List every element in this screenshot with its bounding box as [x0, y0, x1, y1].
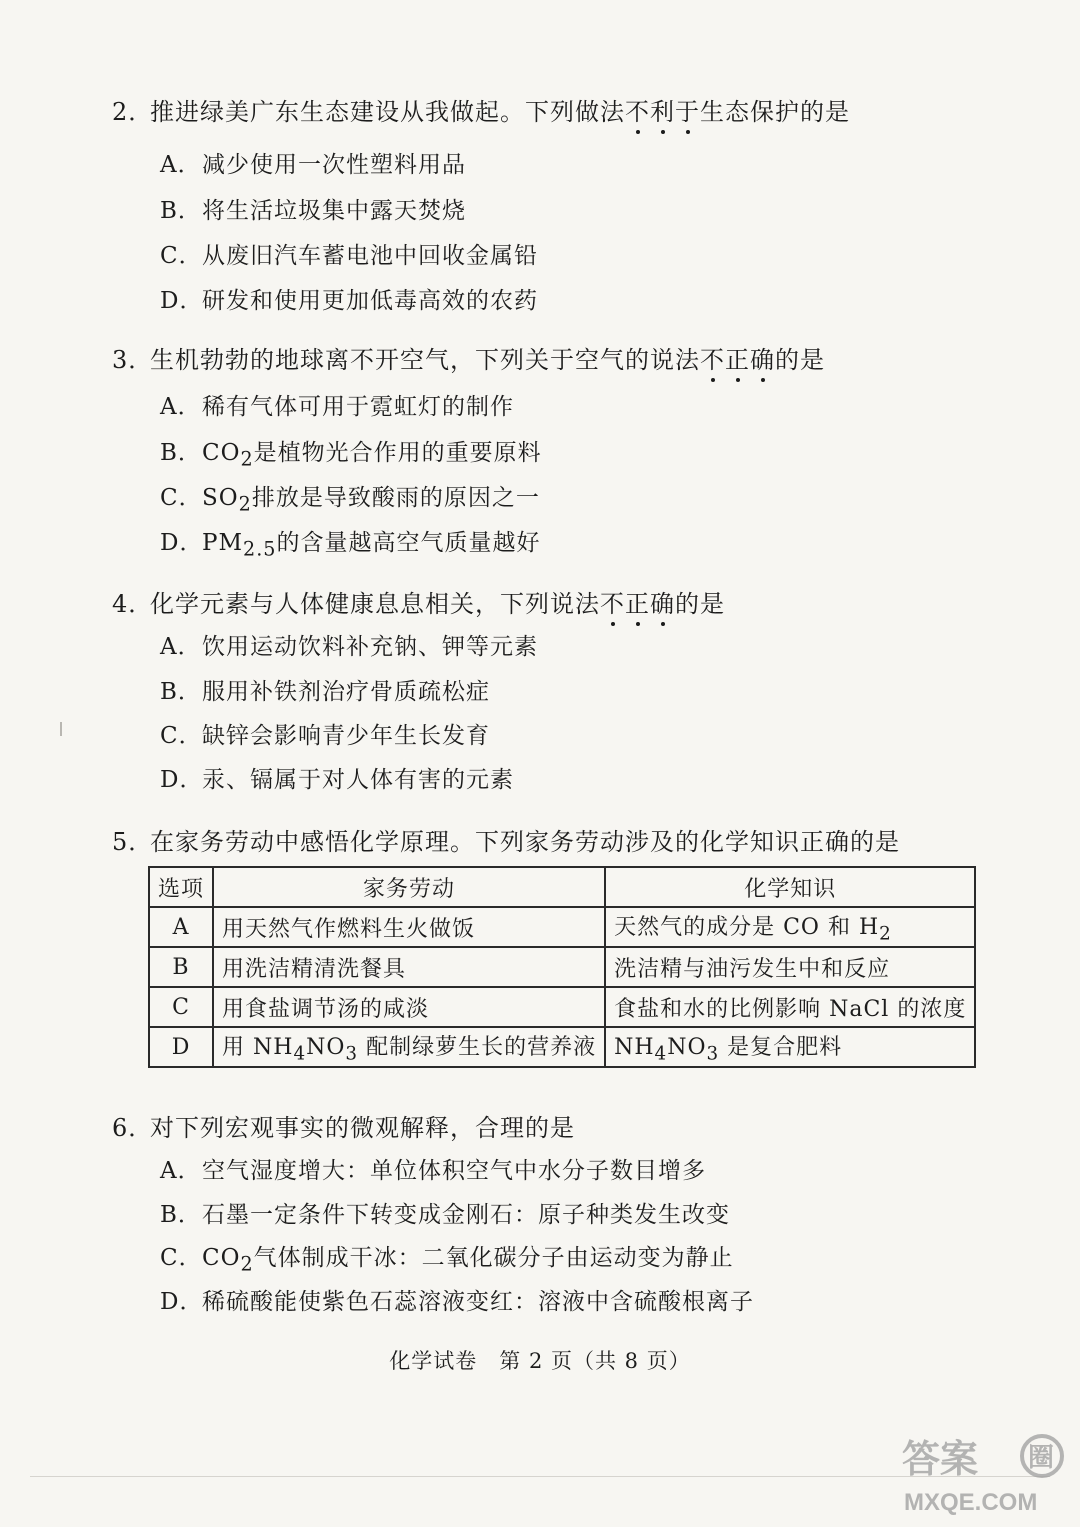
option-b: B．服用补铁剂治疗骨质疏松症: [160, 679, 490, 705]
question-number: 5．: [112, 828, 154, 856]
emphasis-char: 不: [625, 92, 650, 127]
option-c: C．$SO_2$排放是导致酸雨的原因之一: [160, 485, 540, 516]
question-5-stem: [112, 822, 900, 857]
question-number: 2．: [112, 98, 154, 126]
question-number: 4．: [112, 590, 154, 618]
option-b: B．石墨一定条件下转变成金刚石：原子种类发生改变: [160, 1202, 730, 1228]
option-d: D．$PM_{2.5}$的含量越高空气质量越好: [160, 530, 541, 561]
bottom-rule: [30, 1476, 1050, 1477]
page-footer: 化学试卷 第 2 页（共 8 页）: [389, 1349, 691, 1373]
watermark-logo: [900, 1430, 1065, 1518]
question-3-stem: [112, 340, 825, 375]
question-4-stem: [112, 584, 725, 619]
emphasis-char: 不: [700, 340, 725, 375]
option-a: A．减少使用一次性塑料用品: [160, 152, 466, 178]
watermark-seal-char: 圈: [1028, 1443, 1055, 1473]
watermark-bottom-text: MXQE.COM: [904, 1489, 1038, 1516]
watermark-top-text: 答案: [902, 1437, 979, 1481]
option-d: D．汞、镉属于对人体有害的元素: [160, 767, 514, 793]
table-row: A 用天然气作燃料生火做饭 天然气的成分是 CO 和 $H_2$: [149, 907, 975, 947]
stem-text: 化学元素与人体健康息息相关，下列说法: [150, 590, 600, 618]
emphasis-char: 正: [725, 340, 750, 375]
chores-table: [148, 866, 976, 1068]
question-6-stem: [112, 1108, 575, 1143]
emphasis-char: 利: [650, 92, 675, 127]
table-row: B 用洗洁精清洗餐具 洗洁精与油污发生中和反应: [149, 947, 975, 987]
emphasis-char: 正: [625, 584, 650, 619]
option-c: C．$CO_2$气体制成干冰：二氧化碳分子由运动变为静止: [160, 1245, 734, 1276]
table-header-row: [149, 867, 975, 907]
option-b: B．将生活垃圾集中露天焚烧: [160, 198, 466, 224]
question-number: 6．: [112, 1114, 154, 1142]
option-a: A．空气湿度增大：单位体积空气中水分子数目增多: [160, 1158, 706, 1184]
emphasis-char: 确: [650, 584, 675, 619]
stem-text: 的是: [675, 590, 725, 618]
option-b: B．$CO_2$是植物光合作用的重要原料: [160, 440, 542, 471]
table-row: C 用食盐调节汤的咸淡 食盐和水的比例影响 NaCl 的浓度: [149, 987, 975, 1027]
option-a: A．稀有气体可用于霓虹灯的制作: [160, 394, 514, 420]
table-row: D 用 $NH_4NO_3$ 配制绿萝生长的营养液 $NH_4NO_3$ 是复合肥料: [149, 1027, 975, 1067]
option-d: D．研发和使用更加低毒高效的农药: [160, 288, 538, 314]
stem-text: 生机勃勃的地球离不开空气，下列关于空气的说法: [150, 346, 700, 374]
emphasis-char: 不: [600, 584, 625, 619]
stem-text: 对下列宏观事实的微观解释，合理的是: [150, 1114, 575, 1142]
question-2-stem: [112, 92, 850, 127]
emphasis-char: 确: [750, 340, 775, 375]
option-d: D．稀硫酸能使紫色石蕊溶液变红：溶液中含硫酸根离子: [160, 1289, 754, 1315]
option-c: C．从废旧汽车蓄电池中回收金属铅: [160, 243, 538, 269]
stem-text: 的是: [775, 346, 825, 374]
column-header: 化学知识: [605, 867, 975, 907]
column-header: 家务劳动: [213, 867, 605, 907]
option-a: A．饮用运动饮料补充钠、钾等元素: [160, 634, 538, 660]
stem-text: 生态保护的是: [700, 98, 850, 126]
margin-mark: [60, 722, 62, 736]
question-number: 3．: [112, 346, 154, 374]
emphasis-char: 于: [675, 92, 700, 127]
column-header: 选项: [149, 867, 213, 907]
option-c: C．缺锌会影响青少年生长发育: [160, 723, 490, 749]
stem-text: 在家务劳动中感悟化学原理。下列家务劳动涉及的化学知识正确的是: [150, 828, 900, 856]
stem-text: 推进绿美广东生态建设从我做起。下列做法: [150, 98, 625, 126]
